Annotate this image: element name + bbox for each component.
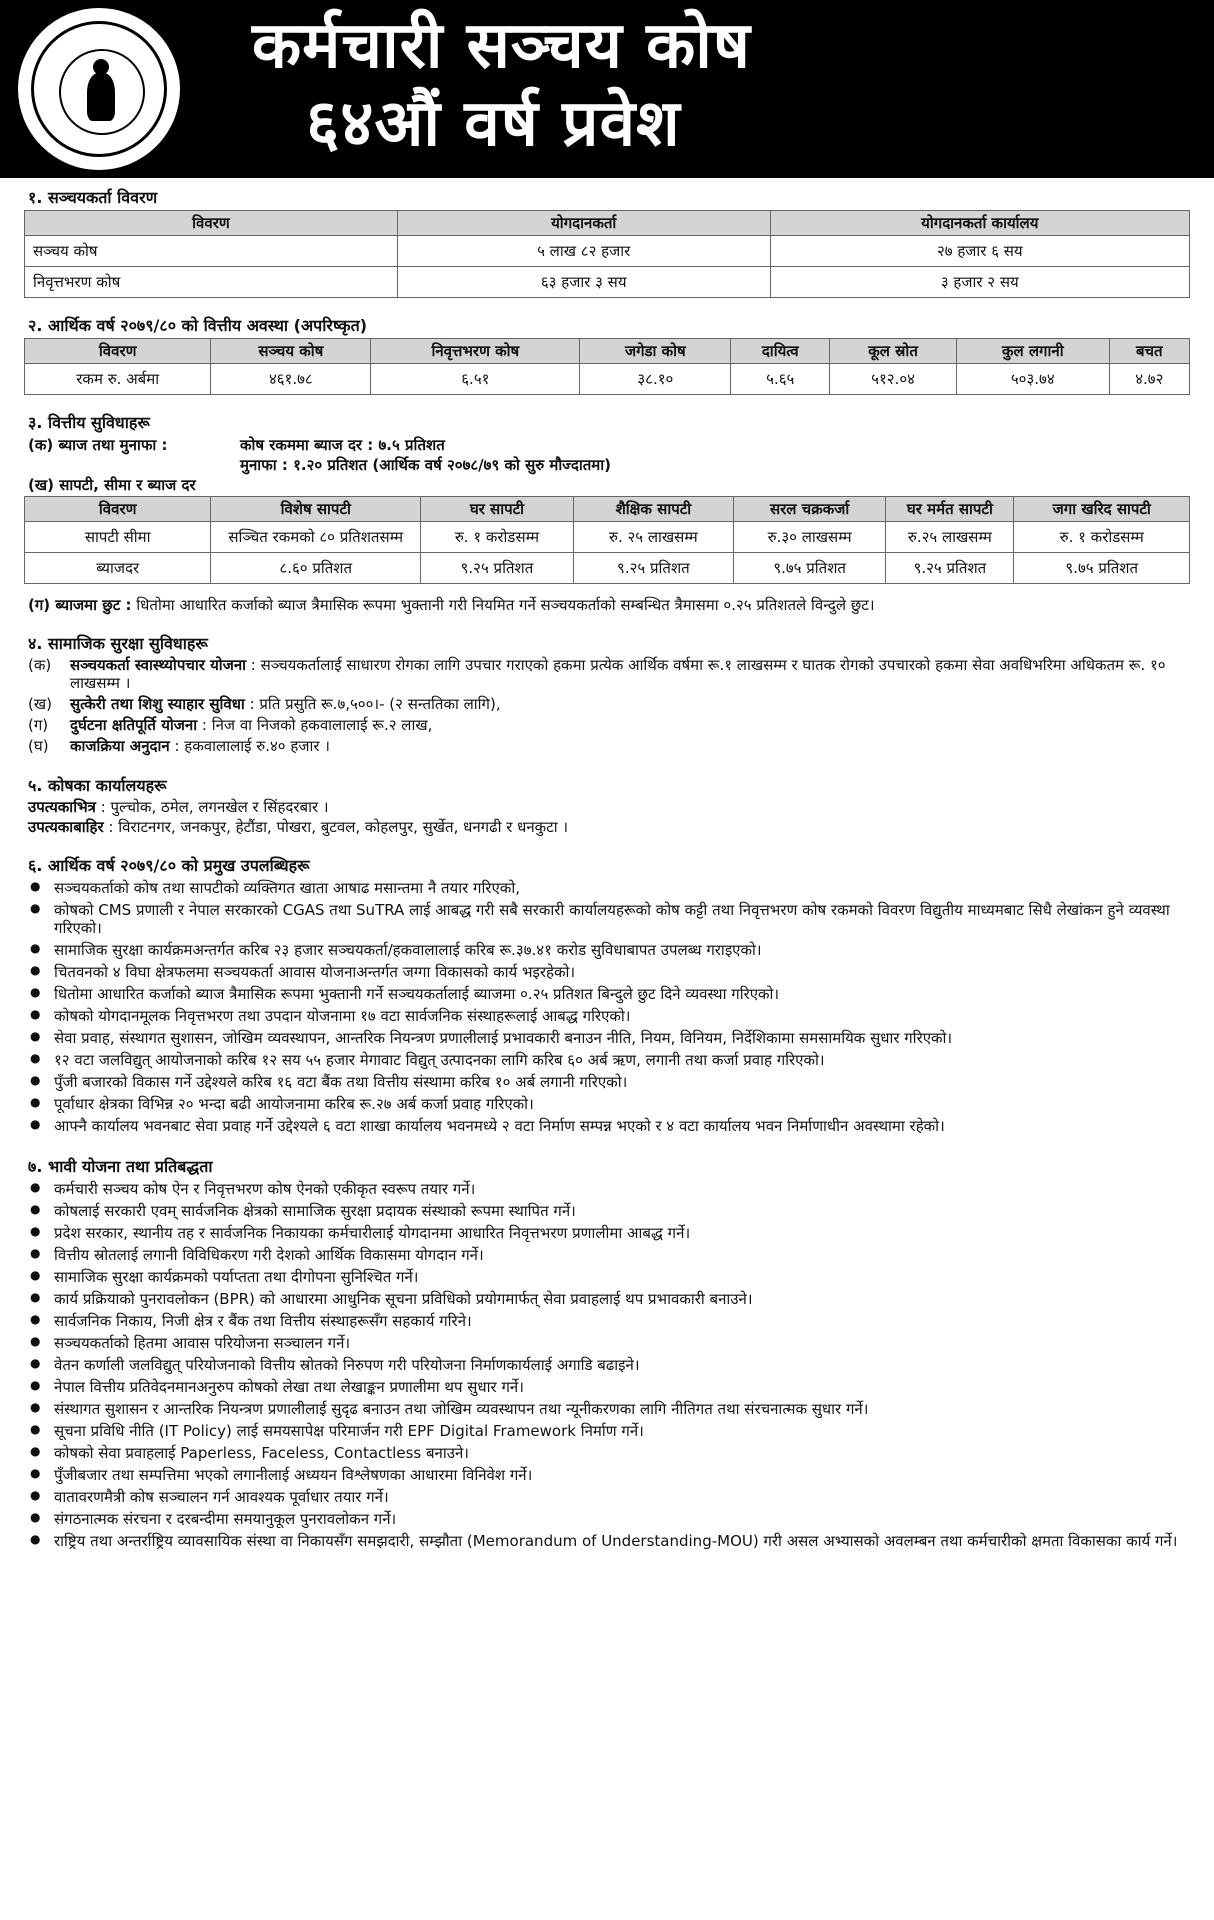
page-title: कर्मचारी सञ्चय कोष [252,9,751,83]
table-cell: ५ लाख ८२ हजार [397,236,770,267]
table-header: निवृत्तभरण कोष [371,339,580,364]
list-item: ● सेवा प्रवाह, संस्थागत सुशासन, जोखिम व्यवस्थापन, आन्तरिक नियन्त्रण प्रणालीलाई प्रभावकारी बनाउन नीति, नियम, विनियम, निर्देशिकामा समसामयिक सुधार गरिएको। [24,1029,1190,1047]
table-cell: ९.२५ प्रतिशत [573,552,733,583]
loan-heading: (ख) सापटी, सीमा र ब्याज दर [28,475,196,494]
item-key: (ग) [28,715,49,734]
list-item [28,716,1190,734]
profit-text: मुनाफा : १.२० प्रतिशत (आर्थिक वर्ष २०७८/७९ को सुरु मौज्दातमा) [240,455,611,474]
table-header: विवरण [25,496,211,521]
list-item: ● नेपाल वित्तीय प्रतिवेदनमानअनुरुप कोषको लेखा तथा लेखाङ्कन प्रणालीमा थप सुधार गर्ने। [24,1378,1190,1396]
section-1-heading: १. सञ्चयकर्ता विवरण [28,188,158,207]
table-row [25,364,1190,395]
list-item: ● सार्वजनिक निकाय, निजी क्षेत्र र बैंक तथा वित्तीय संस्थाहरूसँग सहकार्य गरिने। [24,1312,1190,1330]
table-cell: रु.२५ लाखसम्म [886,521,1014,552]
loan-table [24,496,1190,584]
table-cell: ५.६५ [731,364,830,395]
future-plans-list [24,1180,1190,1550]
list-item [28,695,1190,713]
table-header: जगेडा कोष [580,339,731,364]
interest-discount-label: (ग) ब्याजमा छुट : [28,595,132,614]
table-header: योगदानकर्ता [397,211,770,236]
table-header: विशेष सापटी [211,496,421,521]
item-title: सञ्चयकर्ता स्वास्थ्योपचार योजना [70,655,247,674]
list-item: ● कोषको योगदानमूलक निवृत्तभरण तथा उपदान योजनामा १७ वटा सार्वजनिक संस्थाहरूलाई आबद्ध गरिएको। [24,1007,1190,1025]
table-cell: ५०३.७४ [956,364,1109,395]
table-cell: रु. १ करोडसम्म [1014,521,1190,552]
table-header: विवरण [25,211,398,236]
list-item [28,656,1190,692]
table-cell: रु. २५ लाखसम्म [573,521,733,552]
offices-outside-valley [28,818,1190,836]
interest-discount-row [28,596,1190,614]
table-cell: सञ्चित रकमको ८० प्रतिशतसम्म [211,521,421,552]
item-title: सुत्केरी तथा शिशु स्याहार सुविधा [70,694,245,713]
table-cell: ३८.१० [580,364,731,395]
list-item: ● धितोमा आधारित कर्जाको ब्याज त्रैमासिक रूपमा भुक्तानी गर्ने सञ्चयकर्तालाई ब्याजमा ०.२५ प्रतिशत बिन्दुले छुट दिने व्यवस्था गरिएको। [24,985,1190,1003]
list-item: ● पूर्वाधार क्षेत्रका विभिन्न २० भन्दा बढी आयोजनामा करिब रू.२७ अर्ब कर्जा प्रवाह गरिएको। [24,1095,1190,1113]
list-item: ● वेतन कर्णाली जलविद्युत् परियोजनाको वित्तीय स्रोतको निरुपण गरी परियोजना निर्माणकार्यलाई अगाडि बढाइने। [24,1356,1190,1374]
table-cell: रु. १ करोडसम्म [421,521,574,552]
item-text: : सञ्चयकर्तालाई साधारण रोगका लागि उपचार गराएको हकमा प्रत्येक आर्थिक वर्षमा रू.१ लाखसम्म र घातक रोगको उपचारको हकमा सेवा अवधिभरिमा अधिकतम रू. १० लाखसम्म । [70,655,1166,692]
table-header: बचत [1109,339,1189,364]
emblem-figure-icon [87,73,115,121]
item-key: (क) [28,655,52,674]
item-text: : प्रति प्रसुति रू.७,५००।- (२ सन्ततिका लागि), [244,694,501,713]
list-item: ● वातावरणमैत्री कोष सञ्चालन गर्न आवश्यक पूर्वाधार तयार गर्ने। [24,1488,1190,1506]
list-item: ● चितवनको ४ विघा क्षेत्रफलमा सञ्चयकर्ता आवास योजनाअन्तर्गत जग्गा विकासको कार्य भइरहेको। [24,963,1190,981]
list-item: ● १२ वटा जलविद्युत् आयोजनाको करिब १२ सय ५५ हजार मेगावाट विद्युत् उत्पादनका लागि करिब ६० अर्ब ऋण, लगानी तथा कर्जा प्रवाह गरिएको। [24,1051,1190,1069]
table-cell: सञ्चय कोष [25,236,398,267]
table-row [25,552,1190,583]
list-item: ● आफ्नै कार्यालय भवनबाट सेवा प्रवाह गर्ने उद्देश्यले ६ वटा शाखा कार्यालय भवनमध्ये २ वटा निर्माण सम्पन्न भएको र ४ वटा कार्यालय भवन निर्माणाधीन अवस्थामा रहेको। [24,1117,1190,1135]
table-header: दायित्व [731,339,830,364]
table-header: योगदानकर्ता कार्यालय [770,211,1189,236]
table-cell: ९.७५ प्रतिशत [733,552,885,583]
interest-profit-label: (क) ब्याज तथा मुनाफा : [28,435,168,454]
section-5-heading: ५. कोषका कार्यालयहरू [28,775,167,795]
table-cell: ब्याजदर [25,552,211,583]
list-item: ● प्रदेश सरकार, स्थानीय तह र सार्वजनिक निकायका कर्मचारीलाई योगदानमा आधारित निवृत्तभरण प्रणालीमा आबद्ध गर्ने। [24,1224,1190,1242]
table-cell: २७ हजार ६ सय [770,236,1189,267]
table-cell: रकम रु. अर्बमा [25,364,211,395]
table-cell: सापटी सीमा [25,521,211,552]
page-subtitle: ६४औं वर्ष प्रवेश [306,87,681,161]
list-item: ● सामाजिक सुरक्षा कार्यक्रमको पर्याप्तता तथा दीगोपना सुनिश्चित गर्ने। [24,1268,1190,1286]
list-item: ● सञ्चयकर्ताको कोष तथा सापटीको व्यक्तिगत खाता आषाढ मसान्तमा नै तयार गरिएको, [24,879,1190,897]
emblem-logo [18,8,180,170]
list-item: ● कोषलाई सरकारी एवम् सार्वजनिक क्षेत्रको सामाजिक सुरक्षा प्रदायक संस्थाको रूपमा स्थापित गर्ने। [24,1202,1190,1220]
list-item: ● सामाजिक सुरक्षा कार्यक्रमअन्तर्गत करिब २३ हजार सञ्चयकर्ता/हकवालालाई करिब रू.३७.४१ करोड सुविधाबापत उपलब्ध गराइएको। [24,941,1190,959]
table-cell: ४६१.७८ [211,364,371,395]
offices-inside-label: उपत्यकाभित्र [28,797,96,816]
list-item: ● संस्थागत सुशासन र आन्तरिक नियन्त्रण प्रणालीलाई सुदृढ बनाउन तथा जोखिम व्यवस्थापन तथा न्यूनीकरणका लागि नीतिगत तथा संरचनात्मक सुधार गर्ने। [24,1400,1190,1418]
financial-status-table [24,338,1190,395]
table-cell: ८.६० प्रतिशत [211,552,421,583]
section-4-heading: ४. सामाजिक सुरक्षा सुविधाहरू [28,633,208,653]
table-header: घर सापटी [421,496,574,521]
table-cell: ९.७५ प्रतिशत [1014,552,1190,583]
item-text: : निज वा निजको हकवालालाई रू.२ लाख, [197,715,433,734]
offices-outside-label: उपत्यकाबाहिर [28,817,104,836]
item-key: (घ) [28,736,49,755]
table-cell: ४.७२ [1109,364,1189,395]
offices-inside-text: : पुल्चोक, ठमेल, लगनखेल र सिंहदरबार । [95,797,329,816]
interest-profit-row [28,436,1190,454]
list-item: ● पुँजी बजारको विकास गर्ने उद्देश्यले करिब १६ वटा बैंक तथा वित्तीय संस्थामा करिब १० अर्ब लगानी गरिएको। [24,1073,1190,1091]
list-item: ● कोषको सेवा प्रवाहलाई Paperless, Faceless, Contactless बनाउने। [24,1444,1190,1462]
list-item: ● कोषको CMS प्रणाली र नेपाल सरकारको CGAS तथा SuTRA लाई आबद्ध गरी सबै सरकारी कार्यालयहरूको कोष कट्टी तथा निवृत्तभरण कोष रकमको विवरण विद्युतीय माध्यमबाट सिधै लेखांकन हुने व्यवस्था गरिएको। [24,901,1190,937]
item-title: दुर्घटना क्षतिपूर्ति योजना [70,715,198,734]
offices-inside-valley [28,798,1190,816]
table-cell: निवृत्तभरण कोष [25,267,398,298]
table-row [25,267,1190,298]
table-header: जगा खरिद सापटी [1014,496,1190,521]
table-cell: ९.२५ प्रतिशत [886,552,1014,583]
achievements-list [24,879,1190,1135]
section-6-heading: ६. आर्थिक वर्ष २०७९/८० को प्रमुख उपलब्धिहरू [28,855,310,875]
table-cell: ५१२.०४ [830,364,957,395]
table-cell: ६३ हजार ३ सय [397,267,770,298]
table-row [25,236,1190,267]
section-7-heading: ७. भावी योजना तथा प्रतिबद्धता [28,1157,213,1177]
table-cell: ३ हजार २ सय [770,267,1189,298]
list-item: ● राष्ट्रिय तथा अन्तर्राष्ट्रिय व्यावसायिक संस्था वा निकायसँग समझदारी, सम्झौता (Memorandum of Understanding-MOU) गरी असल अभ्यासको अवलम्बन तथा कर्मचारीको क्षमता विकासका कार्य गर्ने। [24,1532,1190,1550]
main-content [0,178,1214,1550]
interest-discount-text: धितोमा आधारित कर्जाको ब्याज त्रैमासिक रूपमा भुक्तानी गरी नियमित गर्ने सञ्चयकर्ताको सम्बन्धित त्रैमासमा ०.२५ प्रतिशतले विन्दुले छुट। [136,595,875,614]
contributor-table [24,210,1190,298]
list-item: ● पुँजीबजार तथा सम्पत्तिमा भएको लगानीलाई अध्ययन विश्लेषणका आधारमा विनिवेश गर्ने। [24,1466,1190,1484]
interest-rate-text: कोष रकममा ब्याज दर : ७.५ प्रतिशत [240,435,445,454]
table-header: कूल स्रोत [830,339,957,364]
section-2-heading: २. आर्थिक वर्ष २०७९/८० को वित्तीय अवस्था (अपरिष्कृत) [28,316,368,336]
table-header: सञ्चय कोष [211,339,371,364]
list-item: ● संगठनात्मक संरचना र दरबन्दीमा समयानुकूल पुनरावलोकन गर्ने। [24,1510,1190,1528]
item-key: (ख) [28,694,52,713]
item-text: : हकवालालाई रु.४० हजार । [169,736,330,755]
table-cell: ६.५१ [371,364,580,395]
list-item [28,737,1190,755]
list-item: ● वित्तीय स्रोतलाई लगानी विविधिकरण गरी देशको आर्थिक विकासमा योगदान गर्ने। [24,1246,1190,1264]
list-item: ● कर्मचारी सञ्चय कोष ऐन र निवृत्तभरण कोष ऐनको एकीकृत स्वरूप तयार गर्ने। [24,1180,1190,1198]
list-item: ● कार्य प्रक्रियाको पुनरावलोकन (BPR) को आधारमा आधुनिक सूचना प्रविधिको प्रयोगमार्फत् सेवा प्रवाहलाई थप प्रभावकारी बनाउने। [24,1290,1190,1308]
table-header: कुल लगानी [956,339,1109,364]
table-header: घर मर्मत सापटी [886,496,1014,521]
list-item: ● सूचना प्रविधि नीति (IT Policy) लाई समयसापेक्ष परिमार्जन गरी EPF Digital Framework निर्माण गर्ने। [24,1422,1190,1440]
table-row [25,521,1190,552]
table-header: सरल चक्रकर्जा [733,496,885,521]
offices-outside-text: : विराटनगर, जनकपुर, हेटौंडा, पोखरा, बुटवल, कोहलपुर, सुर्खेत, धनगढी र धनकुटा । [103,817,569,836]
list-item: ● सञ्चयकर्ताको हितमा आवास परियोजना सञ्चालन गर्ने। [24,1334,1190,1352]
section-3-heading: ३. वित्तीय सुविधाहरू [28,413,150,433]
table-cell: रु.३० लाखसम्म [733,521,885,552]
table-header: शैक्षिक सापटी [573,496,733,521]
page-header [0,0,1214,178]
table-cell: ९.२५ प्रतिशत [421,552,574,583]
table-header: विवरण [25,339,211,364]
item-title: काजक्रिया अनुदान [70,736,170,755]
